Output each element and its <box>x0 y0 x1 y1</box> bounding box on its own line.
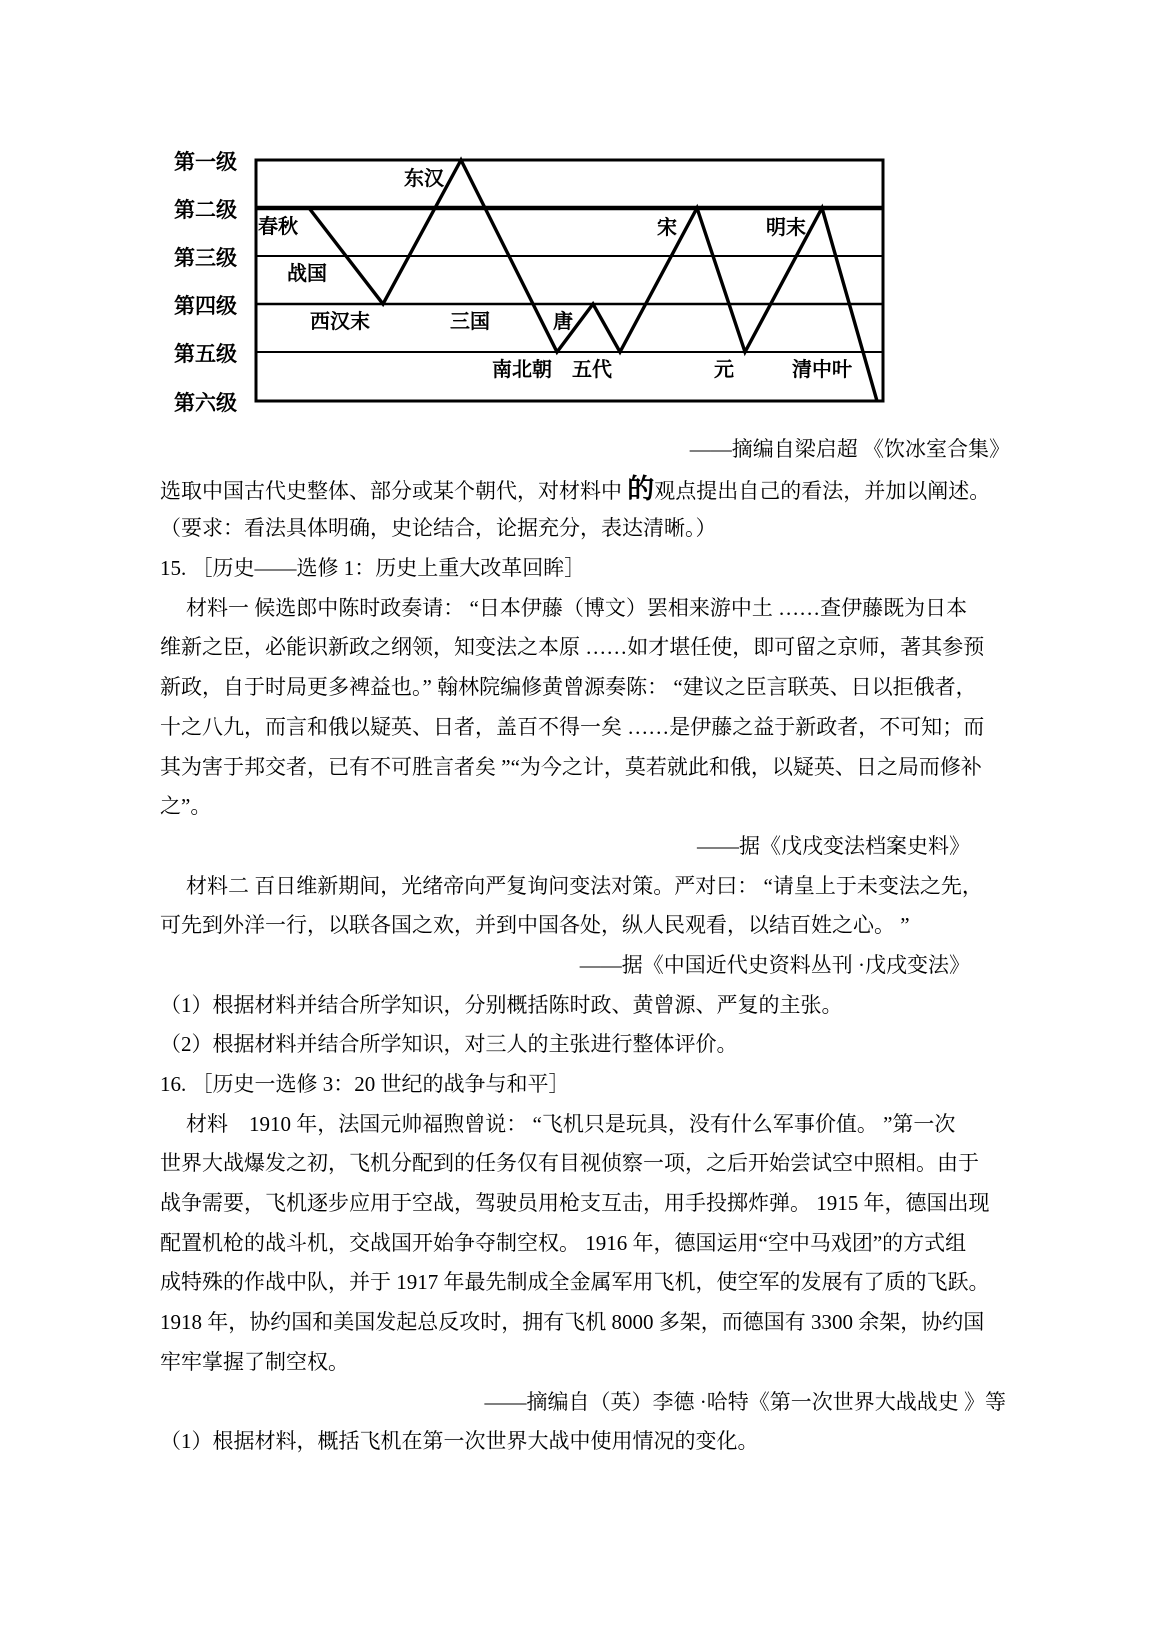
dynasty-figure-svg <box>150 140 910 430</box>
text-line: 其为害于邦交者，已有不可胜言者矣 ”“为今之计，莫若就此和俄，以疑英、日之局而修补 <box>160 754 982 779</box>
level-label: 第四级 <box>174 294 237 318</box>
q15-sub2: （2）根据材料并结合所学知识，对三人的主张进行整体评价。 <box>160 1032 738 1057</box>
dynasty-label: 元 <box>714 359 734 381</box>
level-label: 第六级 <box>174 391 237 415</box>
text-span: 观点提出自己的看法，并加以阐述。 <box>654 478 991 503</box>
text-line: 1918 年，协约国和美国发起总反攻时，拥有飞机 8000 多架，而德国有 3300 余架，协约国 <box>160 1310 985 1335</box>
dynasty-label: 战国 <box>287 263 327 285</box>
text-line: 新政，自于时局更多裨益也。” 翰林院编修黄曾源奏陈： “建议之臣言联英、日以拒俄者， <box>160 675 977 700</box>
dynasty-label: 唐 <box>553 311 573 333</box>
text-line: 可先到外洋一行，以联各国之欢，并到中国各处，纵人民观看，以结百姓之心。 ” <box>160 913 910 938</box>
dynasty-label: 明末 <box>766 217 806 239</box>
q15-material1-source: ——据《戊戌变法档案史料》 <box>697 833 970 858</box>
dynasty-label: 五代 <box>572 359 612 381</box>
dynasty-level-figure <box>150 140 910 430</box>
text-line: 配置机枪的战斗机，交战国开始争夺制空权。 1916 年，德国运用“空中马戏团”的方式组 <box>160 1230 967 1255</box>
q16-material: 材料 1910 年，法国元帅福煦曾说： “飞机只是玩具，没有什么军事价值。 ”第一次 <box>186 1111 956 1136</box>
body-text <box>160 430 1022 1462</box>
text-line: 十之八九，而言和俄以疑英、日者，盖百不得一矣 ……是伊藤之益于新政者，不可知；而 <box>160 714 985 739</box>
text-span: 选取中国古代史整体、部分或某个朝代，对材料中 <box>160 478 628 503</box>
figure-source: ——摘编自梁启超 《饮冰室合集》 <box>689 437 1010 461</box>
task-requirement: （要求：看法具体明确，史论结合，论据充分，表达清晰。） <box>160 516 717 541</box>
dynasty-label: 春秋 <box>258 216 298 238</box>
level-label: 第二级 <box>174 198 237 222</box>
text-line: 维新之臣，必能识新政之纲领，知变法之本原 ……如才堪任使，即可留之京师，著其参预 <box>160 635 985 660</box>
text-line: 之”。 <box>160 794 212 819</box>
emphasized-char: 的 <box>627 473 655 504</box>
dynasty-label: 东汉 <box>404 168 444 190</box>
task-statement <box>160 470 1022 510</box>
text-line: 世界大战爆发之初，飞机分配到的任务仅有目视侦察一项，之后开始尝试空中照相。由于 <box>160 1151 979 1176</box>
q15-material2: 材料二 百日维新期间，光绪帝向严复询问变法对策。严对曰： “请皇上于未变法之先， <box>186 873 983 898</box>
q15-material1: 材料一 候选郎中陈时政奏请： “日本伊藤（博文）罢相来游中土 ……查伊藤既为日本 <box>186 595 968 620</box>
level-label: 第五级 <box>174 342 237 366</box>
dynasty-label: 三国 <box>450 311 490 333</box>
dynasty-label: 西汉末 <box>310 311 370 333</box>
q16-material-source: ——摘编自（英）李德 ·哈特《第一次世界大战战史 》等 <box>484 1389 1006 1414</box>
figure-border <box>256 160 883 401</box>
q15-heading: 15. ［历史——选修 1：历史上重大改革回眸］ <box>160 556 586 581</box>
q15-sub1: （1）根据材料并结合所学知识，分别概括陈时政、黄曾源、严复的主张。 <box>160 992 843 1017</box>
text-line: 战争需要，飞机逐步应用于空战，驾驶员用枪支互击，用手投掷炸弹。 1915 年，德国出现 <box>160 1191 990 1216</box>
level-label: 第一级 <box>174 150 237 174</box>
q16-heading: 16. ［历史一选修 3：20 世纪的战争与和平］ <box>160 1072 570 1096</box>
text-line: 牢牢掌握了制空权。 <box>160 1349 349 1374</box>
dynasty-label: 宋 <box>657 217 677 239</box>
dynasty-label: 清中叶 <box>792 359 852 381</box>
text-line: 成特殊的作战中队，并于 1917 年最先制成全金属军用飞机，使空军的发展有了质的飞跃。 <box>160 1270 990 1295</box>
dynasty-label: 南北朝 <box>492 359 552 381</box>
q16-sub1: （1）根据材料，概括飞机在第一次世界大战中使用情况的变化。 <box>160 1429 759 1454</box>
level-label: 第三级 <box>174 246 237 270</box>
q15-material2-source: ——据《中国近代史资料丛刊 ·戊戌变法》 <box>579 952 970 977</box>
